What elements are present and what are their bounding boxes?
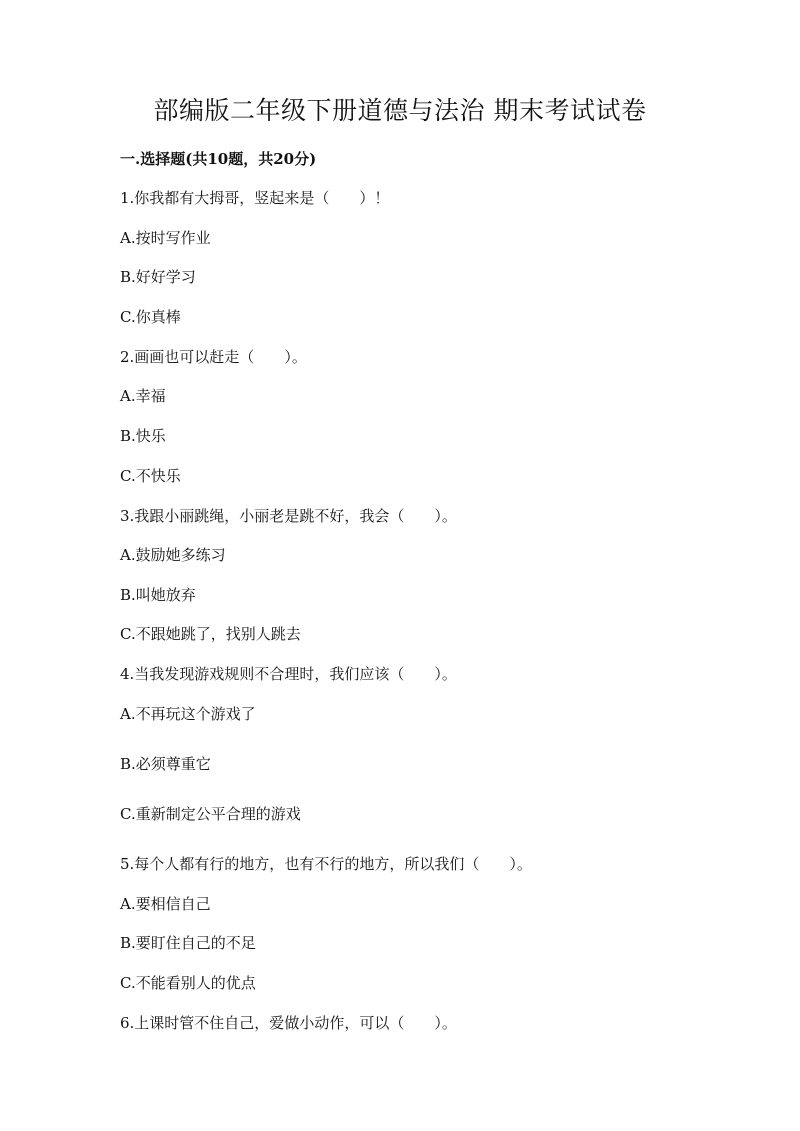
answer-option: C.不快乐 xyxy=(120,467,181,485)
question-stem: 2.画画也可以赶走（ ）。 xyxy=(120,348,307,366)
answer-option: A.鼓励她多练习 xyxy=(120,546,226,564)
answer-option: A.按时写作业 xyxy=(120,229,211,247)
answer-option: C.重新制定公平合理的游戏 xyxy=(120,805,301,823)
page-title: 部编版二年级下册道德与法治 期末考试试卷 xyxy=(153,96,647,125)
answer-option: A.不再玩这个游戏了 xyxy=(120,705,256,723)
answer-option: C.不能看别人的优点 xyxy=(120,974,256,992)
answer-option: A.幸福 xyxy=(120,387,166,405)
question-stem: 1.你我都有大拇哥，竖起来是（ ）！ xyxy=(120,189,390,207)
answer-option: A.要相信自己 xyxy=(120,895,211,913)
answer-option: B.快乐 xyxy=(120,427,166,445)
question-stem: 6.上课时管不住自己，爱做小动作，可以（ ）。 xyxy=(120,1014,457,1032)
question-stem: 5.每个人都有行的地方，也有不行的地方，所以我们（ ）。 xyxy=(120,855,532,873)
answer-option: C.你真棒 xyxy=(120,308,181,326)
answer-option: B.好好学习 xyxy=(120,268,196,286)
question-stem: 4.当我发现游戏规则不合理时，我们应该（ ）。 xyxy=(120,665,457,683)
answer-option: B.必须尊重它 xyxy=(120,755,211,773)
answer-option: C.不跟她跳了，找别人跳去 xyxy=(120,625,301,643)
section-heading: 一.选择题(共10题，共20分) xyxy=(120,150,317,168)
question-stem: 3.我跟小丽跳绳，小丽老是跳不好，我会（ ）。 xyxy=(120,507,457,525)
answer-option: B.叫她放弃 xyxy=(120,586,196,604)
answer-option: B.要盯住自己的不足 xyxy=(120,934,256,952)
